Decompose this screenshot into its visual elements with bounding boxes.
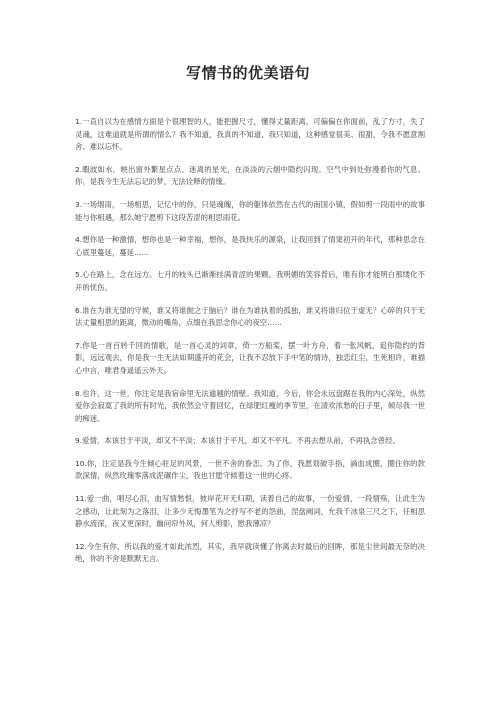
paragraph-1: 1.一直自以为在感情方面是个很理智的人，能把握尺寸，懂得丈量距离、可偏偏在你面前，乱了方寸，失了灵魂，这难道就是所谓的情么？我不知道，我真的不知道，我只知道，这种感觉很美、很甜，令我不愿意割舍、难以忘怀。 (75, 117, 425, 152)
paragraph-11: 11.爱一曲，唱尽心泪，血写情愁恨，彼岸花开无归期，读着自己的故事，一份爱情，一段情殇，让此生为之感动，让此刻为之落泪，让多少无悔墨笔为之抒写不老的怨曲，涅盘阙词，允我千冰泉三尺之下，任相思静水流深，夜又更深时，幽问帘外风，何人剪影，慰我薄凉？ (75, 494, 425, 529)
paragraph-6: 6.谁在为谁无望的守候，谁又将谁抛之于脑后？谁在为谁执着的孤独，谁又将谁归位于虚无？心碎的只于无法丈量相思的距离，微动的嘴角，点缀在我思念你心的夜空…… (75, 305, 425, 328)
paragraph-3: 3.一场烟雨，一场相思，记忆中的你，只是魂魄，你的躯体依然在古代的南国小镇，假如剪一段雨中的故事能与你相遇，那么她宁愿剪下这段苦涩的相思雨花。 (75, 199, 425, 222)
paragraph-12: 12.今生有你，所以我的爱才如此浓烈，其实，我早就读懂了你离去时最后的回眸，那是尘世间最无奈的决绝，你的不舍是默默无言。 (75, 541, 425, 564)
paragraph-5: 5.心在路上，念在远方。七月的枝头已渐渐挂满青涩的果颗。我明媚的笑容背后，唯有你才能明白那缕化不开的忧伤。 (75, 270, 425, 292)
paragraph-4: 4.想你是一种激情，想你也是一种幸福，想你，是我快乐的源泉，让我回到了情窦初开的年代，那种思念在心底里蔓延，蔓延…… (75, 235, 425, 257)
paragraph-8: 8.也许，这一世，你注定是我宿命里无法逾越的情壁。我知道，今后，你会永远盘踞在我的内心深处，纵然爱你会寂寞了我的所有时光，我依然会守着回忆，在绿肥红瘦的季节里，在清欢浓愁的日子里，倾尽我一世的痴迷。 (75, 388, 425, 423)
article-body (75, 116, 425, 576)
paragraph-9: 9.爱情，本该甘于平淡，却又不平淡；本该甘于平凡，却又不平凡。不再去想从前，不再执念曾经。 (75, 436, 400, 446)
paragraph-2: 2.暇波如水，映出窗外繁星点点、迷离的星光，在淡淡的云烟中隐约闪现。空气中到处弥漫着你的气息、你、是我今生无法忘记的梦，无法诠释的情缘。 (75, 164, 425, 187)
paragraph-7: 7.你是一首百转千回的情歌，是一首心灵的词章，倚一方船桨，摆一叶方舟，着一张风帆，追你隐约的背影，远远观去，你是我一生无法如期盛开的花会，让我不忍放下手中笔的情诗，独恋红尘，生死相许，难描心中言，唯君身遥遥云外天。 (75, 340, 425, 375)
paragraph-10: 10.你，注定是我今生倾心驻足的风景，一世不舍的眷恋。为了你，我愿划破手指，滴血成圈，圈住你的款款深情，纵然玫瑰零落成泥碾作尘，我也甘愿守候着这一世的心疼。 (75, 458, 425, 481)
page-title: 写情书的优美语句 (185, 64, 310, 82)
